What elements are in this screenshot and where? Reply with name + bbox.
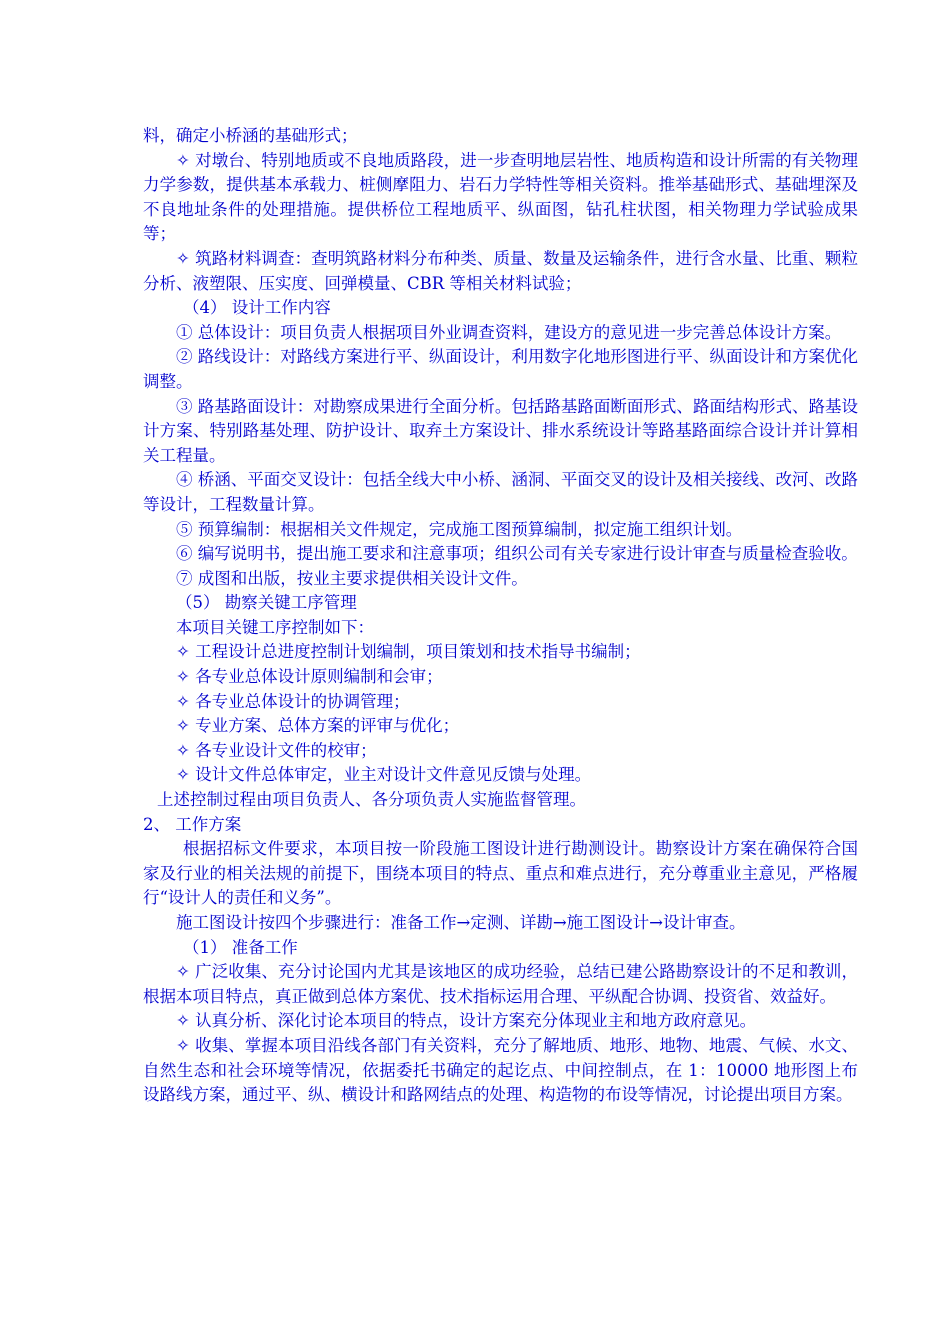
- paragraph-26: ✧ 收集、掌握本项目沿线各部门有关资料，充分了解地质、地形、地物、地震、气候、水文、自然生态和社会环境等情况，依据委托书确定的起讫点、中间控制点，在 1：10000 地形图上布设路线方案，通过平、纵、横设计和路网结点的处理、构造物的布设等情况，讨论提出项目方案。: [143, 1035, 858, 1105]
- list-item: ✧ 各专业设计文件的校审；: [176, 740, 377, 760]
- paragraph-24: ✧ 广泛收集、充分讨论国内尤其是该地区的成功经验，总结已建公路勘察设计的不足和教训，根据本项目特点，真正做到总体方案优、技术指标运用合理、平纵配合协调、投资省、效益好。: [143, 962, 858, 1006]
- paragraph-6: ③ 路基路面设计：对勘察成果进行全面分析。包括路基路面断面形式、路面结构形式、路基设计方案、特别路基处理、防护设计、取弃土方案设计、排水系统设计等路基路面综合设计并计算相关工程量。: [143, 396, 858, 465]
- list-item: ✧ 设计文件总体审定，业主对设计文件意见反馈与处理。: [176, 765, 592, 785]
- list-item: ✧ 各专业总体设计原则编制和会审；: [176, 667, 443, 687]
- section-heading-work-plan: 2、 工作方案: [143, 814, 242, 834]
- paragraph-25: ✧ 认真分析、深化讨论本项目的特点，设计方案充分体现业主和地方政府意见。: [176, 1011, 757, 1031]
- paragraph-1: ✧ 对墩台、特别地质或不良地质路段，进一步查明地层岩性、地质构造和设计所需的有关物理力学参数，提供基本承载力、桩侧摩阻力、岩石力学特性等相关资料。推举基础形式、基础埋深及不良地址条件的处理措施。提供桥位工程地质平、纵面图，钻孔柱状图，相关物理力学试验成果等；: [143, 150, 858, 244]
- list-item: ✧ 各专业总体设计的协调管理；: [176, 691, 410, 711]
- paragraph-22: 施工图设计按四个步骤进行：准备工作→定测、详勘→施工图设计→设计审查。: [176, 913, 746, 932]
- paragraph-2: ✧ 筑路材料调查：查明筑路材料分布种类、质量、数量及运输条件，进行含水量、比重、颗粒分析、液塑限、压实度、回弹模量、CBR 等相关材料试验；: [143, 248, 858, 293]
- list-item: ✧ 专业方案、总体方案的评审与优化；: [176, 716, 460, 736]
- paragraph-5: ② 路线设计：对路线方案进行平、纵面设计，利用数字化地形图进行平、纵面设计和方案优化调整。: [143, 347, 858, 391]
- list-item: ✧ 工程设计总进度控制计划编制，项目策划和技术指导书编制；: [176, 642, 641, 662]
- section-heading-design-work: （4） 设计工作内容: [183, 298, 331, 318]
- paragraph-9: ⑥ 编写说明书，提出施工要求和注意事项；组织公司有关专家进行设计审查与质量检查验收。: [176, 544, 858, 564]
- section-heading-preparation: （1） 准备工作: [183, 937, 298, 957]
- section-heading-key-process: （5） 勘察关键工序管理: [176, 593, 357, 613]
- document-body: [143, 124, 858, 1108]
- paragraph-8: ⑤ 预算编制：根据相关文件规定，完成施工图预算编制，拟定施工组织计划。: [176, 519, 743, 539]
- paragraph-21: 根据招标文件要求，本项目按一阶段施工图设计进行勘测设计。勘察设计方案在确保符合国家及行业的相关法规的前提下，围绕本项目的特点、重点和难点进行，充分尊重业主意见，严格履行“设计人的责任和义务”。: [143, 839, 858, 908]
- paragraph-4: ① 总体设计：项目负责人根据项目外业调查资料，建设方的意见进一步完善总体设计方案。: [176, 322, 842, 342]
- paragraph-19: 上述控制过程由项目负责人、各分项负责人实施监督管理。: [157, 790, 586, 810]
- paragraph-0: 料，确定小桥涵的基础形式；: [143, 126, 358, 145]
- paragraph-10: ⑦ 成图和出版，按业主要求提供相关设计文件。: [176, 568, 528, 588]
- paragraph-12: 本项目关键工序控制如下：: [176, 617, 374, 637]
- paragraph-7: ④ 桥涵、平面交叉设计：包括全线大中小桥、涵洞、平面交叉的设计及相关接线、改河、改路等设计，工程数量计算。: [143, 470, 858, 514]
